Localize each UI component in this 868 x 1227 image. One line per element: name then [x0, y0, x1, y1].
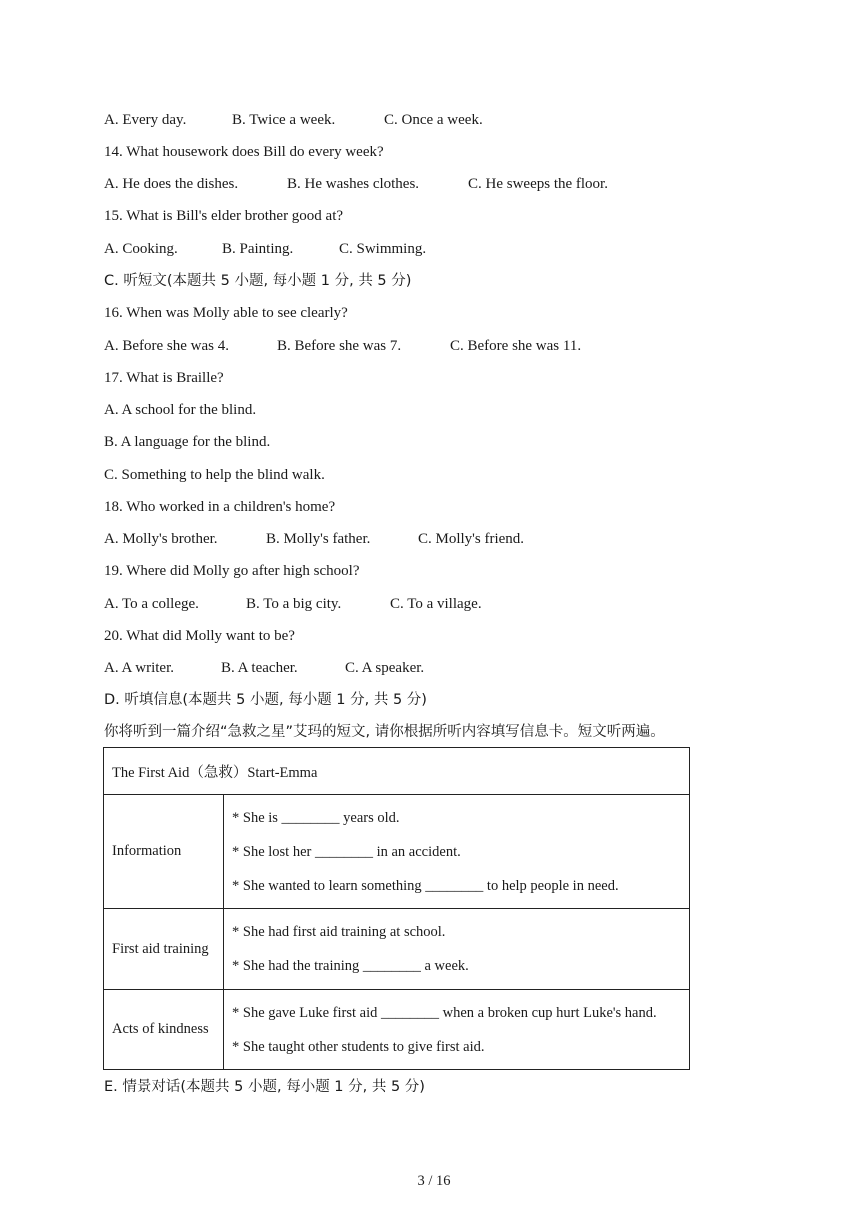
q14-option-c: C. He sweeps the floor.	[468, 176, 608, 192]
blank-line-lost: * She lost her ________ in an accident.	[232, 843, 461, 860]
q13-option-b: B. Twice a week.	[232, 112, 336, 128]
section-e-heading: E. 情景对话(本题共 5 小题, 每小题 1 分, 共 5 分)	[104, 1079, 425, 1095]
q17-question: 17. What is Braille?	[104, 370, 224, 386]
q17-option-b: B. A language for the blind.	[104, 434, 271, 450]
q16-question: 16. When was Molly able to see clearly?	[104, 305, 348, 321]
row-content-information	[224, 795, 690, 909]
q17-option-a: A. A school for the blind.	[104, 402, 257, 418]
q15-option-b: B. Painting.	[222, 241, 294, 257]
q13-option-a: A. Every day.	[104, 112, 187, 128]
q18-option-b: B. Molly's father.	[266, 531, 371, 547]
q20-question: 20. What did Molly want to be?	[104, 628, 295, 644]
q20-option-b: B. A teacher.	[221, 660, 298, 676]
kindness-line-taught: * She taught other students to give first aid.	[232, 1038, 485, 1055]
q14-option-a: A. He does the dishes.	[104, 176, 239, 192]
q18-option-c: C. Molly's friend.	[418, 531, 525, 547]
q15-question: 15. What is Bill's elder brother good at?	[104, 208, 344, 224]
q19-option-a: A. To a college.	[104, 596, 199, 612]
info-card-row-information	[104, 795, 690, 909]
q16-option-b: B. Before she was 7.	[277, 338, 402, 354]
row-label-information: Information	[104, 795, 224, 909]
row-label-training: First aid training	[104, 909, 224, 990]
blank-line-frequency: * She had the training ________ a week.	[232, 958, 469, 974]
q17-option-c: C. Something to help the blind walk.	[104, 467, 325, 483]
info-card-title: The First Aid（急救）Start-Emma	[104, 748, 690, 795]
section-d-heading: D. 听填信息(本题共 5 小题, 每小题 1 分, 共 5 分)	[104, 692, 427, 708]
q14-option-b: B. He washes clothes.	[287, 176, 420, 192]
row-content-training	[224, 909, 690, 990]
training-line-school: * She had first aid training at school.	[232, 924, 446, 940]
q19-question: 19. Where did Molly go after high school?	[104, 563, 360, 579]
row-content-kindness	[224, 990, 690, 1070]
blank-line-luke: * She gave Luke first aid ________ when a broken cup hurt Luke's hand.	[232, 1004, 657, 1021]
q20-option-c: C. A speaker.	[345, 660, 425, 676]
info-card-row-training	[104, 909, 690, 990]
q15-option-a: A. Cooking.	[104, 241, 178, 257]
q20-option-a: A. A writer.	[104, 660, 174, 676]
info-card-table	[103, 747, 690, 1070]
q19-option-b: B. To a big city.	[246, 596, 342, 612]
q13-option-c: C. Once a week.	[384, 112, 483, 128]
blank-line-learn: * She wanted to learn something ________ to help people in need.	[232, 877, 619, 894]
q19-option-c: C. To a village.	[390, 596, 482, 612]
q18-question: 18. Who worked in a children's home?	[104, 499, 336, 515]
row-label-kindness: Acts of kindness	[104, 990, 224, 1070]
page-number: 3 / 16	[417, 1173, 451, 1189]
info-card-row-kindness	[104, 990, 690, 1070]
q15-option-c: C. Swimming.	[339, 241, 427, 257]
section-c-heading: C. 听短文(本题共 5 小题, 每小题 1 分, 共 5 分)	[104, 273, 412, 289]
info-card-title-row	[104, 748, 690, 795]
section-d-instructions: 你将听到一篇介绍“急救之星”艾玛的短文, 请你根据所听内容填写信息卡。短文听两遍。	[104, 724, 665, 740]
q16-option-a: A. Before she was 4.	[104, 338, 229, 354]
q16-option-c: C. Before she was 11.	[450, 338, 582, 354]
q14-question: 14. What housework does Bill do every week?	[104, 144, 384, 160]
q18-option-a: A. Molly's brother.	[104, 531, 218, 547]
blank-line-age: * She is ________ years old.	[232, 809, 400, 826]
